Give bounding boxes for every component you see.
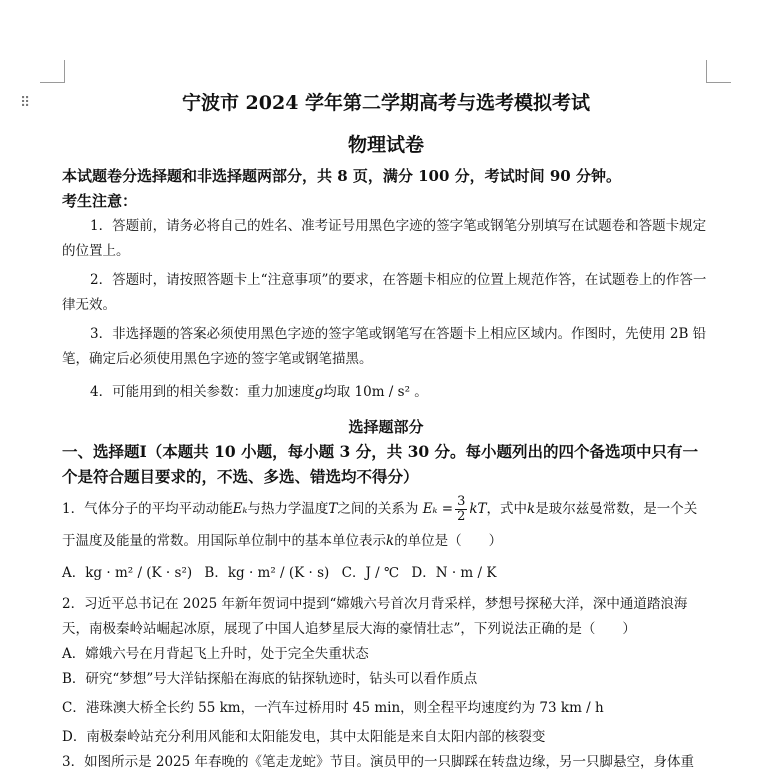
note-4-suffix: 均取 10m / s² 。	[323, 384, 428, 400]
gravity-symbol: g	[314, 384, 324, 400]
q1-ek: Eₖ	[232, 501, 248, 517]
page-title: 宁波市 2024 学年第二学期高考与选考模拟考试	[181, 92, 591, 114]
q1-text-d: ，式中	[486, 501, 528, 517]
q2-option-d[interactable]: D．南极秦岭站充分利用风能和太阳能发电，其中太阳能是来自太阳内部的核裂变	[62, 729, 546, 745]
question-1	[62, 493, 710, 557]
q1-k-2: k	[386, 533, 395, 549]
crop-mark-top-left	[40, 60, 65, 83]
q1-text-f: 的单位是（ ）	[394, 533, 503, 549]
q1-option-a[interactable]: A．kg · m² / (K · s²)	[62, 565, 193, 581]
note-2: 2．答题时，请按照答题卡上“注意事项”的要求，在答题卡相应的位置上规范作答，在试题卷上的作答一律无效。	[62, 272, 707, 313]
q2-option-b[interactable]: B．研究“梦想”号大洋钻探船在海底的钻探轨迹时，钻头可以看作质点	[62, 671, 478, 687]
q1-text-a: 1．气体分子的平均平动动能	[62, 501, 233, 517]
q1-text-c: 之间的关系为	[337, 501, 419, 517]
section-heading: 选择题部分	[348, 418, 424, 436]
q1-text-b: 与热力学温度	[247, 501, 329, 517]
q1-frac-num: 3	[457, 494, 466, 509]
q1-eq-lhs: Eₖ =	[422, 501, 454, 517]
drag-handle-icon[interactable]: ⠿	[20, 95, 30, 111]
note-3: 3．非选择题的答案必须使用黑色字迹的签字笔或钢笔写在答题卡上相应区域内。作图时，先使用 2B 铅笔，确定后必须使用黑色字迹的签字笔或钢笔描黑。	[62, 326, 707, 367]
q1-option-b[interactable]: B．kg · m² / (K · s)	[204, 565, 330, 581]
q1-t: T	[328, 501, 338, 517]
note-4	[62, 380, 710, 405]
q1-fraction	[455, 495, 467, 524]
notice-heading: 考生注意：	[62, 192, 138, 210]
q1-frac-den: 2	[457, 509, 466, 524]
document-page	[62, 88, 710, 775]
exam-summary: 本试题卷分选择题和非选择题两部分，共 8 页，满分 100 分，考试时间 90 分钟。	[62, 167, 621, 185]
q2-option-a[interactable]: A．嫦娥六号在月背起飞上升时，处于完全失重状态	[62, 646, 369, 662]
question-2: 2．习近平总书记在 2025 年新年贺词中提到“嫦娥六号首次月背采样，梦想号探秘大洋，深中通道踏浪海天，南极秦岭站崛起冰原，展现了中国人追梦星辰大海的豪情壮志”，下列说法正确的是（ ）	[62, 596, 688, 637]
q1-text-e: 是玻尔兹曼常数，是一个关于温度及能量的常数。用国际单位制中的基本单位表示	[62, 501, 698, 549]
question-3: 3．如图所示是 2025 年春晚的《笔走龙蛇》节目。演员甲的一只脚踩在转盘边缘，另一只脚悬空，身体重	[62, 754, 695, 770]
note-1: 1．答题前，请务必将自己的姓名、准考证号用黑色字迹的签字笔或钢笔分别填写在试题卷和答题卡规定的位置上。	[62, 218, 707, 259]
q2-option-c[interactable]: C．港珠澳大桥全长约 55 km，一汽车过桥用时 45 min，则全程平均速度约为 73 km / h	[62, 700, 604, 716]
q1-options	[62, 561, 710, 586]
part-title: 一、选择题Ⅰ（本题共 10 小题，每小题 3 分，共 30 分。每小题列出的四个备选项中只有一个是符合题目要求的，不选、多选、错选均不得分）	[62, 442, 699, 486]
q1-eq-rhs: kT	[469, 501, 487, 517]
page-subtitle: 物理试卷	[347, 134, 424, 156]
q1-k: k	[527, 501, 536, 517]
q1-option-c[interactable]: C．J / ℃	[341, 565, 400, 581]
q1-option-d[interactable]: D．N · m / K	[411, 565, 497, 581]
crop-mark-top-right	[706, 60, 731, 83]
note-4-prefix: 4．可能用到的相关参数：重力加速度	[90, 384, 315, 400]
